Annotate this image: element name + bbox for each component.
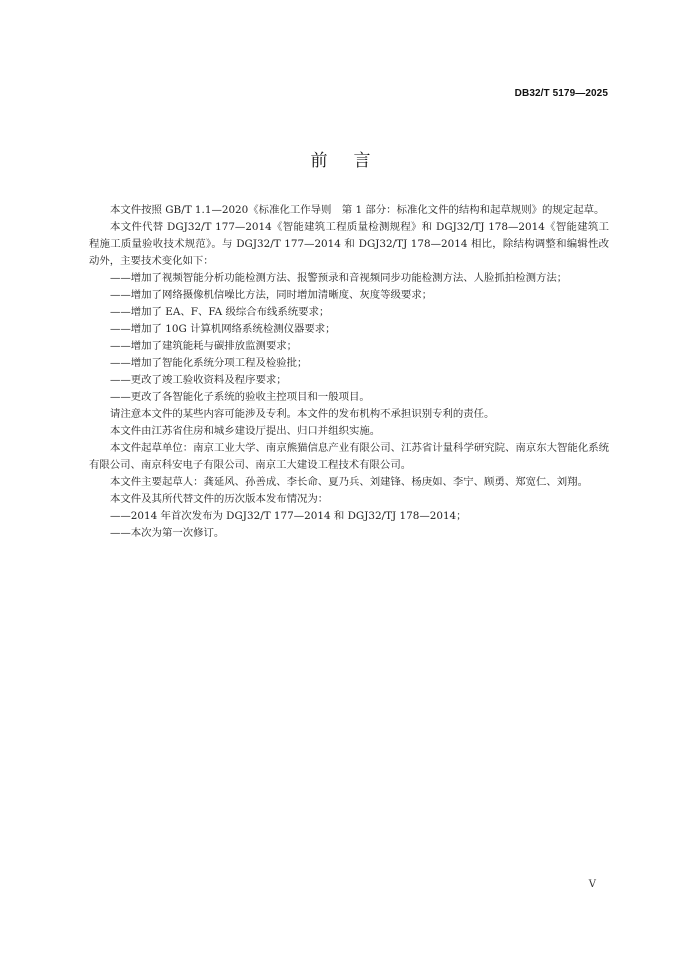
change-item: ——增加了 EA、F、FA 级综合布线系统要求； [110, 306, 330, 318]
change-item: ——增加了网络摄像机信噪比方法，同时增加清晰度、灰度等级要求； [110, 289, 433, 301]
paragraph-proposer: 本文件由江苏省住房和城乡建设厅提出、归口并组织实施。 [110, 425, 381, 437]
paragraph-patent-notice: 请注意本文件的某些内容可能涉及专利。本文件的发布机构不承担识别专利的责任。 [110, 408, 495, 420]
page-number: V [588, 879, 596, 890]
paragraph-drafting-units: 本文件起草单位：南京工业大学、南京熊猫信息产业有限公司、江苏省计量科学研究院、南京东大智能化系统有限公司、南京科安电子有限公司、南京工大建设工程技术有限公司。 [89, 442, 609, 471]
paragraph-drafters: 本文件主要起草人：龚延风、孙善成、李长命、夏乃兵、刘建锋、杨庚如、李宁、顾勇、郑宽仁、刘翔。 [110, 476, 588, 488]
paragraph-drafting-rules: 本文件按照 GB/T 1.1—2020《标准化工作导则 第 1 部分：标准化文件的结构和起草规则》的规定起草。 [110, 204, 605, 216]
paragraph-version-history: 本文件及其所代替文件的历次版本发布情况为： [110, 493, 329, 505]
change-item: ——更改了各智能化子系统的验收主控项目和一般项目。 [110, 391, 370, 403]
change-item: ——增加了建筑能耗与碳排放监测要求； [110, 340, 298, 352]
paragraph-replacement: 本文件代替 DGJ32/T 177—2014《智能建筑工程质量检测规程》和 DGJ32/TJ 178—2014《智能建筑工程施工质量验收技术规范》。与 DGJ32/T 177—2014 和 DGJ32/TJ 178—2014 相比，除结构调整和编辑性改动外，主要技术变化如下： [89, 221, 609, 267]
history-item: ——2014 年首次发布为 DGJ32/T 177—2014 和 DGJ32/TJ 178—2014； [110, 510, 467, 522]
change-item: ——增加了 10G 计算机网络系统检测仪器要求； [110, 323, 336, 335]
change-item: ——增加了视频智能分析功能检测方法、报警预录和音视频同步功能检测方法、人脸抓拍检测方法； [110, 272, 568, 284]
change-item: ——增加了智能化系统分项工程及检验批； [110, 357, 308, 369]
history-item: ——本次为第一次修订。 [110, 527, 225, 539]
foreword-body [89, 202, 609, 542]
document-code: DB32/T 5179—2025 [514, 88, 608, 99]
page-title: 前言 [310, 151, 397, 171]
change-item: ——更改了竣工验收资料及程序要求； [110, 374, 287, 386]
